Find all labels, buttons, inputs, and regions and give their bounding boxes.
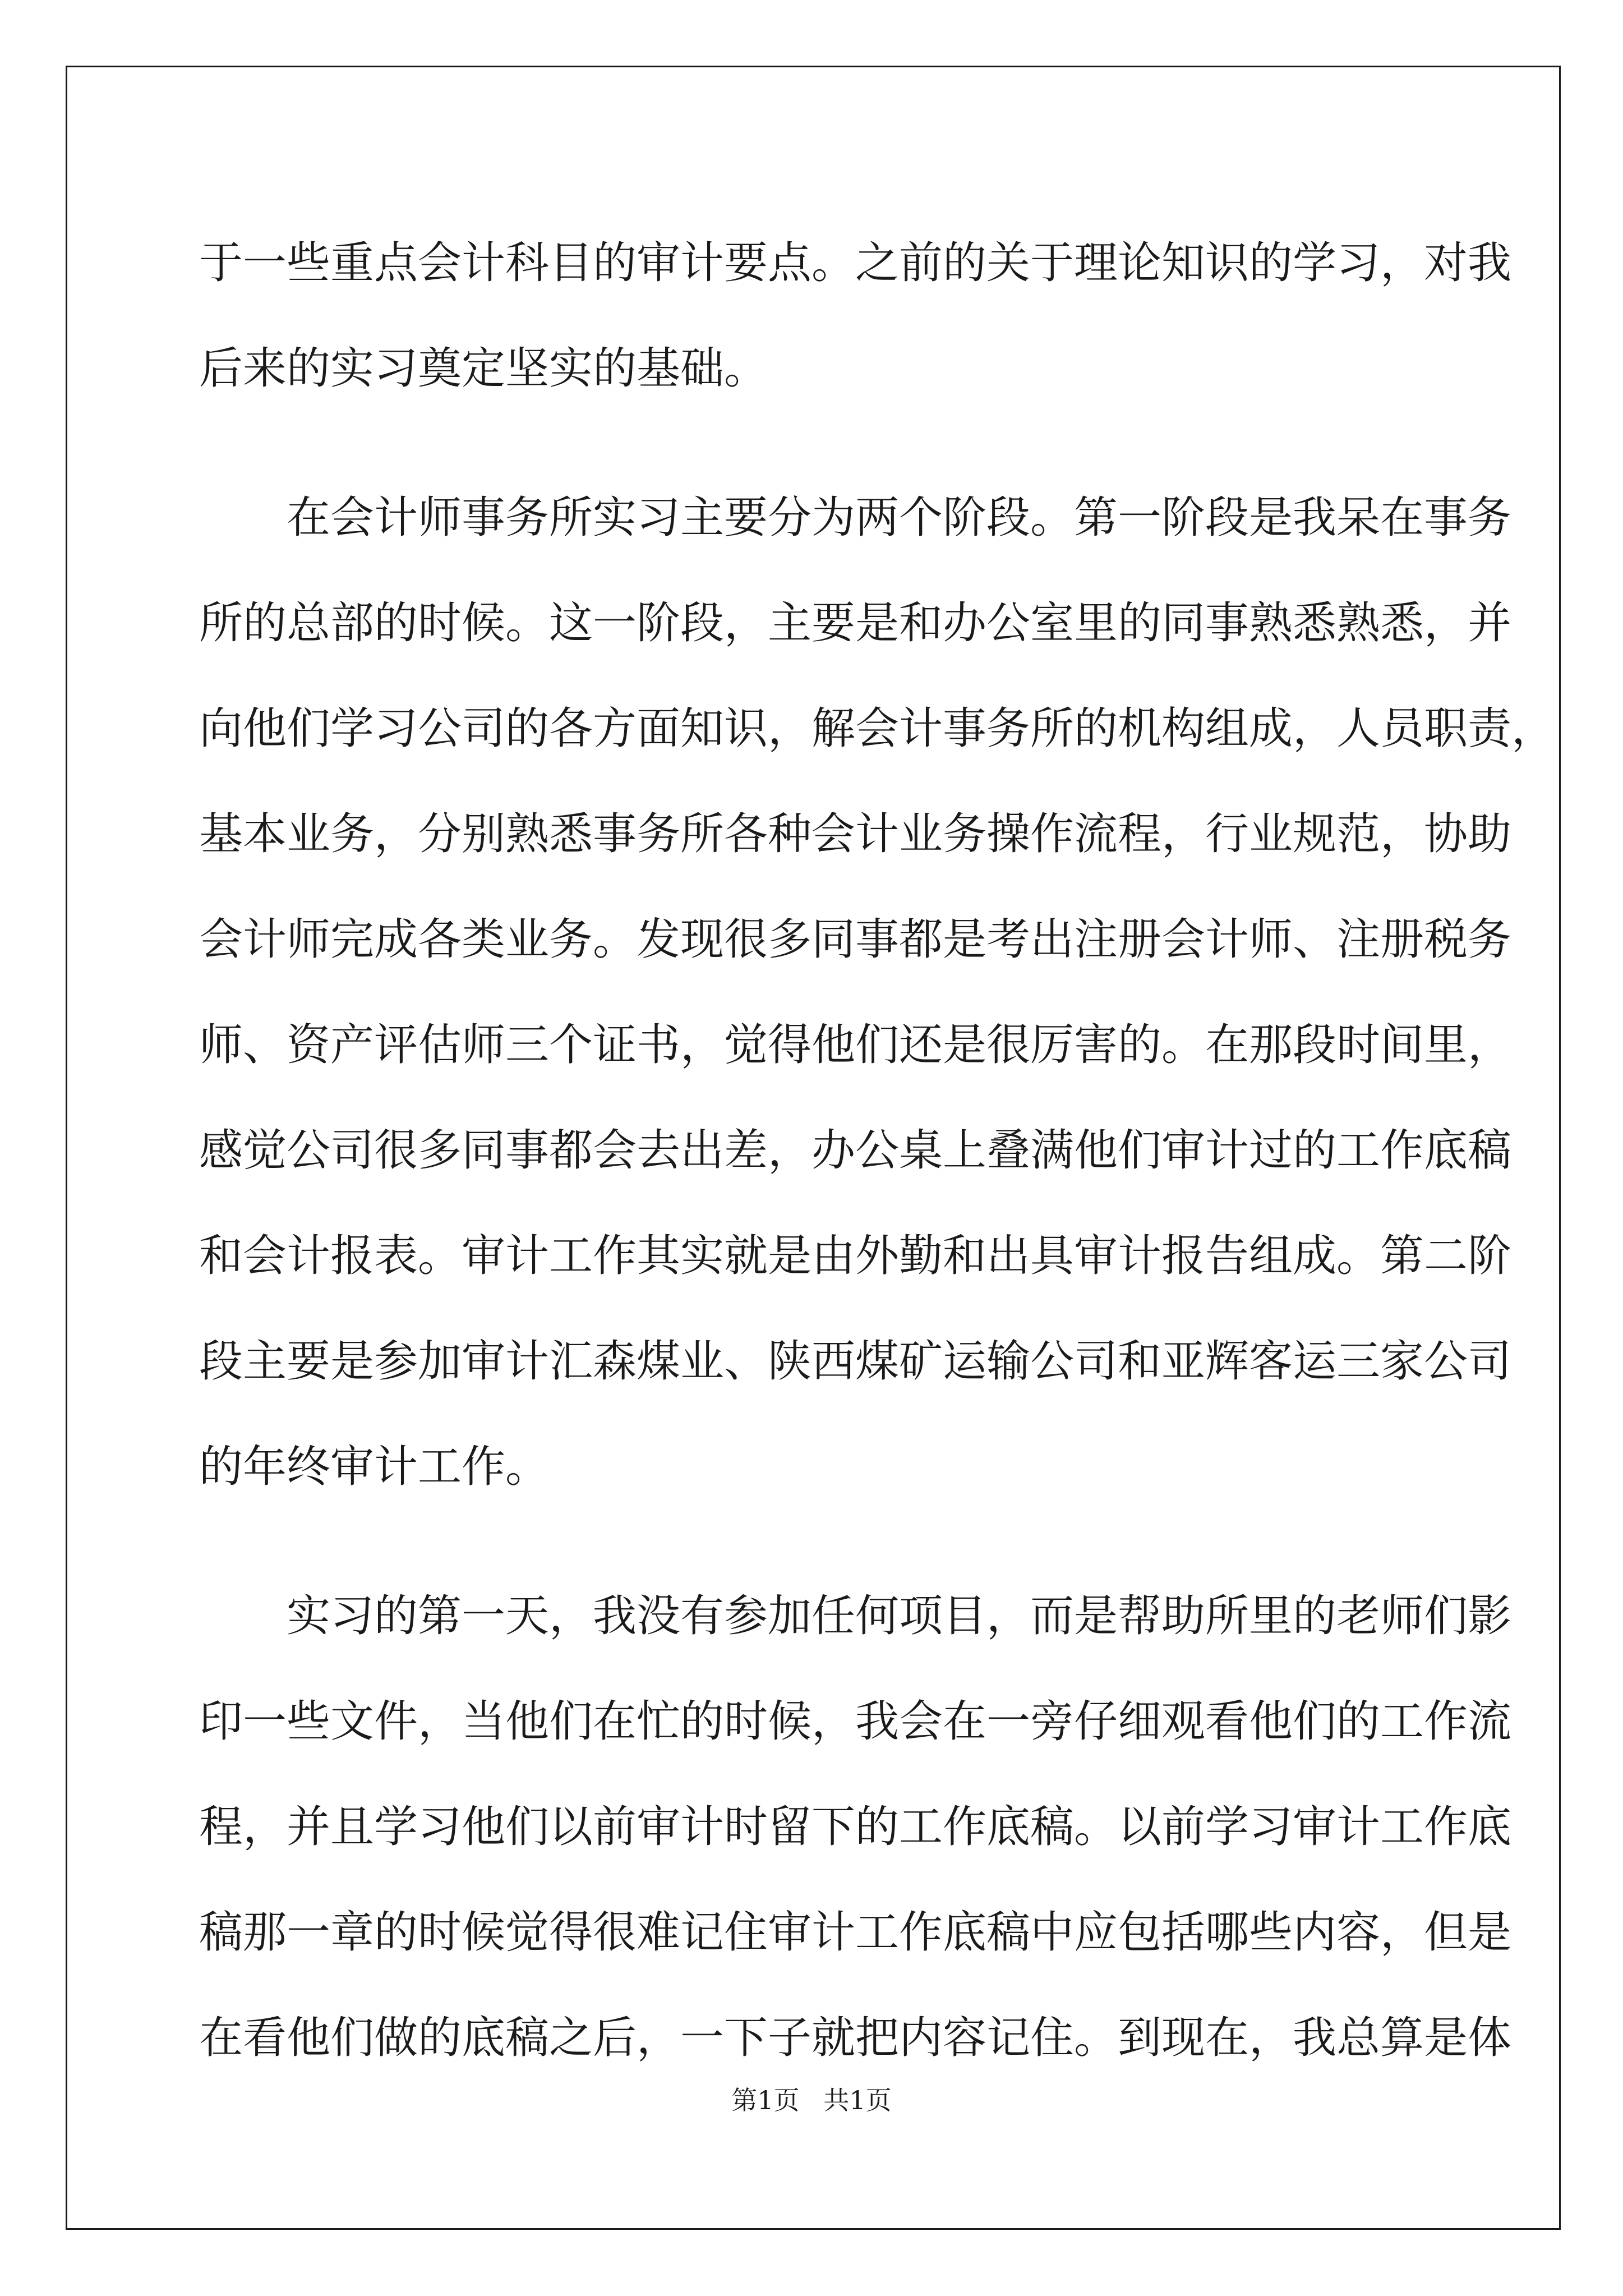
page-number-total: 共1页 xyxy=(823,2085,892,2115)
text-line: 段主要是参加审计汇森煤业、陕西煤矿运输公司和亚辉客运三家公司 xyxy=(199,1336,1512,1387)
paragraph-2 xyxy=(199,465,1556,1520)
text-line: 稿那一章的时候觉得很难记住审计工作底稿中应包括哪些内容，但是 xyxy=(199,1907,1512,1958)
text-line: 的年终审计工作。 xyxy=(199,1442,550,1492)
text-line: 师、资产评估师三个证书，觉得他们还是很厉害的。在那段时间里， xyxy=(199,1020,1512,1070)
text-line: 和会计报表。审计工作其实就是由外勤和出具审计报告组成。第二阶 xyxy=(199,1231,1512,1281)
page-number-current: 第1页 xyxy=(731,2085,800,2115)
text-line: 会计师完成各类业务。发现很多同事都是考出注册会计师、注册税务 xyxy=(199,914,1512,965)
text-line: 所的总部的时候。这一阶段，主要是和办公室里的同事熟悉熟悉，并 xyxy=(199,598,1512,648)
text-line: 后来的实习奠定坚实的基础。 xyxy=(199,343,768,394)
paragraph-3 xyxy=(199,1563,1512,2091)
text-line: 在会计师事务所实习主要分为两个阶段。第一阶段是我呆在事务 xyxy=(287,493,1512,543)
text-line: 在看他们做的底稿之后，一下子就把内容记住。到现在，我总算是体 xyxy=(199,2013,1512,2063)
paragraph-1 xyxy=(199,210,1512,421)
text-line: 基本业务，分别熟悉事务所各种会计业务操作流程，行业规范，协助 xyxy=(199,809,1512,859)
text-line: 程，并且学习他们以前审计时留下的工作底稿。以前学习审计工作底 xyxy=(199,1802,1512,1852)
text-line: 向他们学习公司的各方面知识，解会计事务所的机构组成，人员职责， xyxy=(199,703,1556,754)
text-line: 实习的第一天，我没有参加任何项目，而是帮助所里的老师们影 xyxy=(287,1591,1512,1641)
page-footer xyxy=(0,2080,1623,2117)
text-line: 印一些文件，当他们在忙的时候，我会在一旁仔细观看他们的工作流 xyxy=(199,1696,1512,1747)
document-body xyxy=(199,210,1556,2134)
text-line: 感觉公司很多同事都会去出差，办公桌上叠满他们审计过的工作底稿 xyxy=(199,1125,1512,1176)
text-line: 于一些重点会计科目的审计要点。之前的关于理论知识的学习，对我 xyxy=(199,238,1512,288)
